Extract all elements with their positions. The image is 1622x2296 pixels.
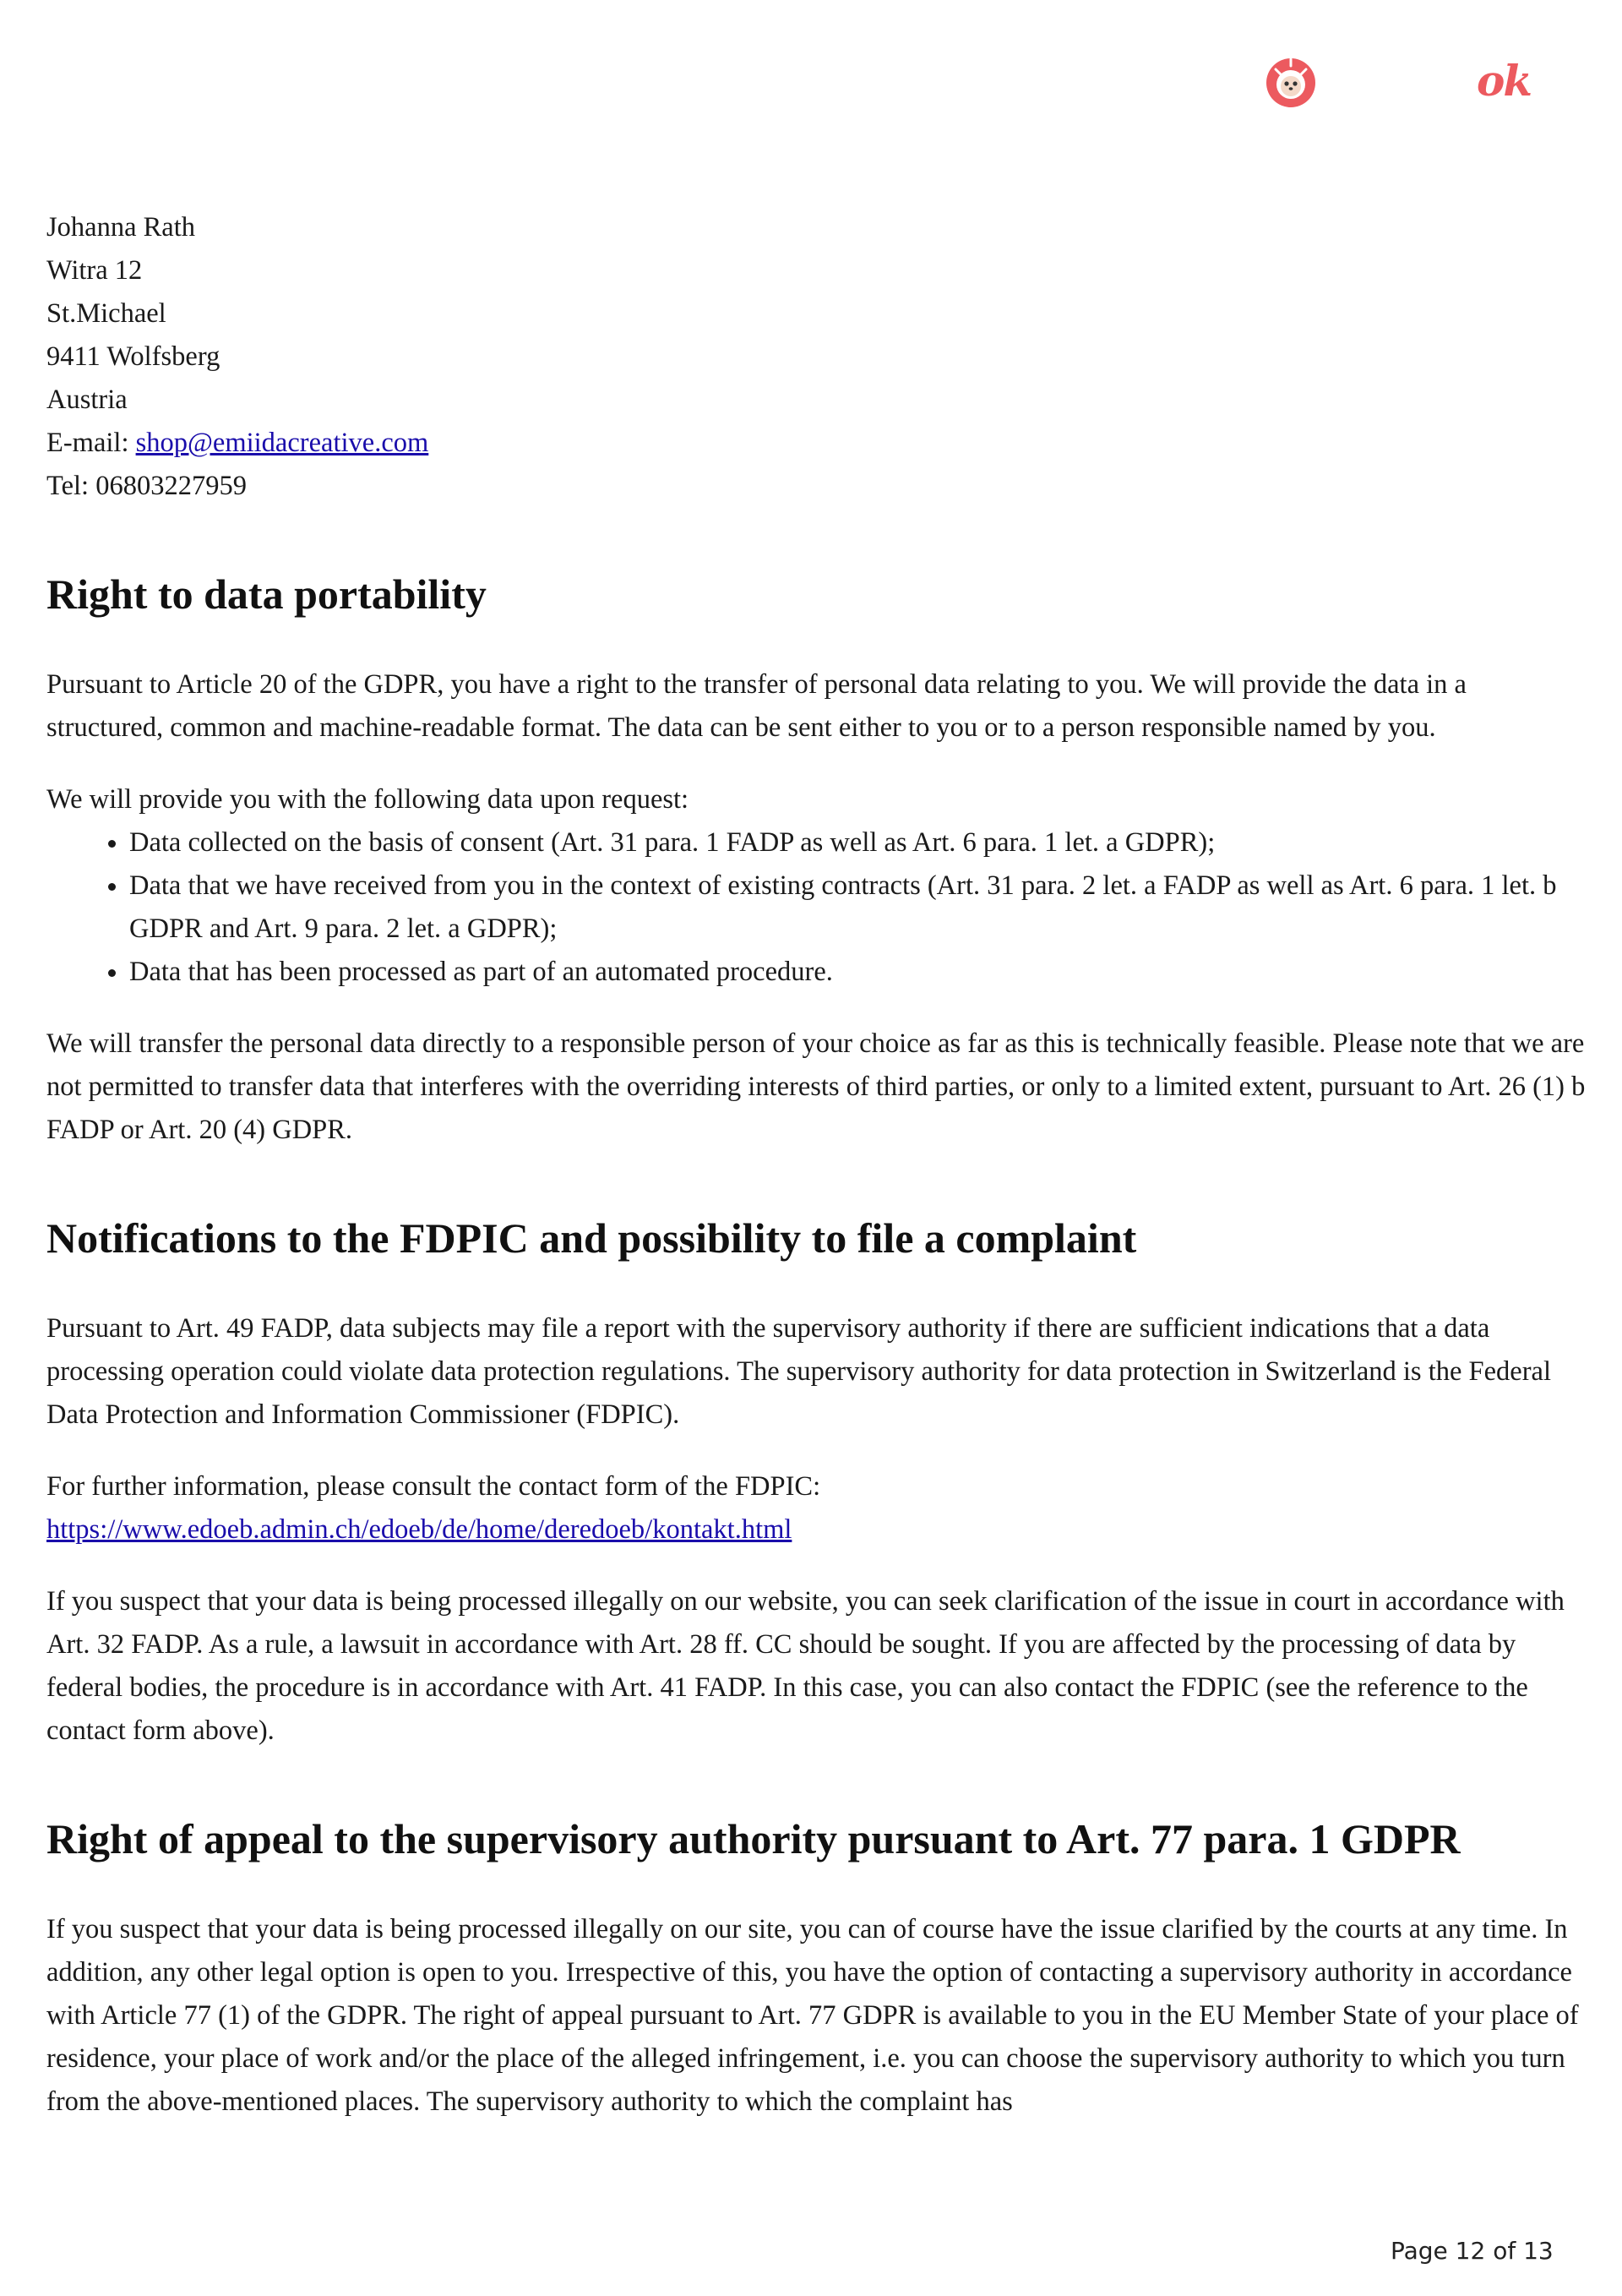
contact-email-label: E-mail: (46, 428, 136, 458)
document-body (46, 206, 1586, 2124)
contact-email-line (46, 422, 1586, 465)
logo-wordmark: ok (1477, 56, 1531, 106)
contact-street: Witra 12 (46, 255, 143, 286)
heading-right-of-appeal: Right of appeal to the supervisory authority pursuant to Art. 77 para. 1 GDPR (46, 1815, 1461, 1862)
portability-list-intro: We will provide you with the following data upon request: (46, 784, 689, 815)
heading-data-portability: Right to data portability (46, 570, 487, 618)
hedgehog-logo-icon (1264, 54, 1318, 112)
portability-closing: We will transfer the personal data directly to a responsible person of your choice as far as this is technically feasible. Please note that we are not permitted to transfer data that interferes with the overriding interests of third parties, or only to a limited extent, pursuant to Art. 26 (1) b FADP or Art. 20 (4) GDPR. (46, 1028, 1586, 1145)
list-item: • Data that we have received from you in the context of existing contracts (Art. 31 para. 2 let. a FADP as well as Art. 6 para. 1 let. b GDPR and Art. 9 para. 2 let. a GDPR); (129, 864, 1586, 951)
appeal-paragraph-1: If you suspect that your data is being processed illegally on our site, you can of course have the issue clarified by the courts at any time. In addition, any other legal option is open to you. Irrespective of this, you have the option of contacting a supervisory authority in accordance with Article 77 (1) of the GDPR. The right of appeal pursuant to Art. 77 GDPR is available to you in the EU Member State of your place of residence, your place of work and/or the place of the alleged infringement, i.e. you can choose the supervisory authority to which you turn from the above-mentioned places. The supervisory authority to which the complaint has (46, 1914, 1579, 2117)
portability-intro: Pursuant to Article 20 of the GDPR, you have a right to the transfer of personal data relating to you. We will provide the data in a structured, common and machine-readable format. The data can be sent either to you or to a person responsible named by you. (46, 669, 1467, 743)
fdpic-paragraph-1: Pursuant to Art. 49 FADP, data subjects may file a report with the supervisory authority if there are sufficient indications that a data processing operation could violate data protection regulations. The supervisory authority for data protection in Switzerland is the Federal Data Protection and Information Commissioner (FDPIC). (46, 1313, 1551, 1430)
contact-tel: Tel: 06803227959 (46, 471, 247, 501)
contact-block (46, 206, 1586, 508)
list-item: • Data that has been processed as part of an automated procedure. (129, 951, 1586, 994)
fdpic-paragraph-2 (46, 1465, 1586, 1552)
fdpic-contact-link[interactable]: https://www.edoeb.admin.ch/edoeb/de/home/deredoeb/kontakt.html (46, 1514, 792, 1545)
portability-list (46, 821, 1586, 994)
page-number: Page 12 of 13 (1391, 2237, 1554, 2265)
contact-name: Johanna Rath (46, 212, 196, 243)
fdpic-paragraph-3: If you suspect that your data is being processed illegally on our website, you can seek clarification of the issue in court in accordance with Art. 32 FADP. As a rule, a lawsuit in accordance with Art. 28 ff. CC should be sought. If you are affected by the processing of data by federal bodies, the procedure is in accordance with Art. 41 FADP. In this case, you can also contact the FDPIC (see the reference to the contact form above). (46, 1586, 1565, 1746)
contact-country: Austria (46, 384, 128, 415)
header-logo (1264, 54, 1543, 112)
contact-city: 9411 Wolfsberg (46, 341, 220, 372)
list-item: • Data collected on the basis of consent (Art. 31 para. 1 FADP as well as Art. 6 para. 1 let. a GDPR); (129, 821, 1586, 864)
heading-fdpic-complaint: Notifications to the FDPIC and possibility to file a complaint (46, 1214, 1137, 1262)
contact-email-link[interactable]: shop@emiidacreative.com (135, 428, 429, 458)
contact-locality: St.Michael (46, 298, 166, 329)
fdpic-contact-text: For further information, please consult the contact form of the FDPIC: (46, 1471, 821, 1502)
